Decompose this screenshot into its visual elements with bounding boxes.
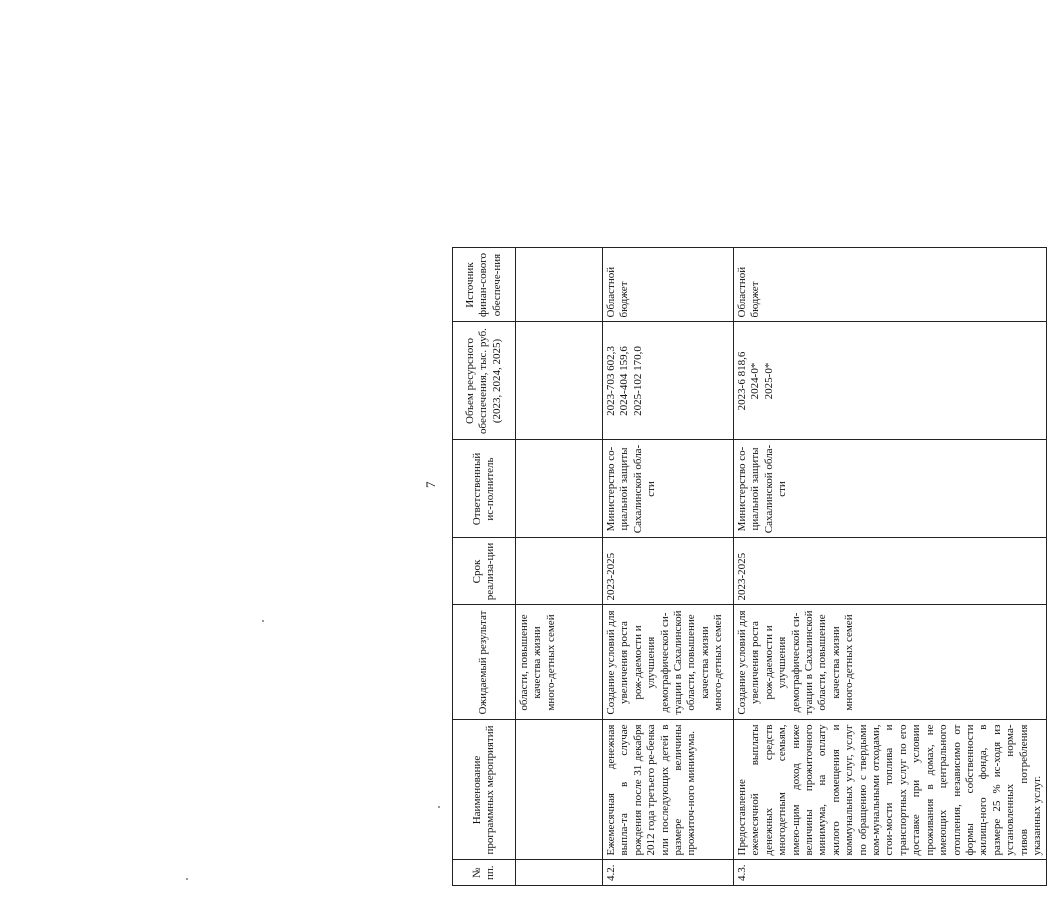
program-measures-table [452, 248, 1047, 887]
cell-num [516, 860, 603, 886]
page-number: 7 [423, 481, 438, 488]
rotated-page-content [0, 32, 1043, 912]
cell-result: области, повышение качества жизни много-детных семей [516, 605, 603, 720]
cell-executor: Министерство со-циальной защиты Сахалинской обла-сти [603, 440, 734, 538]
cell-executor: Министерство со-циальной защиты Сахалинской обла-сти [734, 440, 1047, 538]
table-row [603, 248, 734, 886]
header-name: Наименование программных мероприятий [453, 720, 516, 860]
cell-result: Создание условий для увеличения роста рож-даемости и улучшения демографической си-туации в Сахалинской области, повышение качества жизни много-детных семей [734, 605, 1047, 720]
cell-executor [516, 440, 603, 538]
cell-volume [734, 322, 1047, 440]
volume-line: 2023-6 818,6 [736, 351, 748, 411]
header-source: Источник финан-сового обеспече-ния [453, 248, 516, 322]
header-period: Срок реализа-ции [453, 538, 516, 605]
table-row [734, 248, 1047, 886]
cell-period: 2023-2025 [734, 538, 1047, 605]
cell-period: 2023-2025 [603, 538, 734, 605]
cell-source: Областной бюджет [734, 248, 1047, 322]
cell-source [516, 248, 603, 322]
cell-name: Ежемесячная денежная выпла-та в случае рождения после 31 декабря 2012 года третьего ре-бенка или последующих детей в размере величины прожиточ-ного минимума. [603, 720, 734, 860]
cell-source: Областной бюджет [603, 248, 734, 322]
volume-line: 2024-0* [749, 362, 762, 400]
table-row [516, 248, 603, 886]
cell-name: Предоставление ежемесячной выплаты денежных средств многодетным семьям, имею-щим доход ниже величины прожиточного минимума, на оплату жилого помещения и коммунальных услуг, услуг по обращению с твердыми ком-мунальными отходами, стои-мости топлива и транспортных услуг по его доставке при условии проживания в домах, не имеющих центрального отопления, независимо от формы собственности жилищ-ного фонда, в размере 25 % ис-ходя из установленных норма-тивов потребления указанных услуг. [734, 720, 1047, 860]
cell-num: 4.2. [603, 860, 734, 886]
cell-result: Создание условий для увеличения роста рож-даемости и улучшения демографической си-туации в Сахалинской области, повышение качества жизни много-детных семей [603, 605, 734, 720]
cell-period [516, 538, 603, 605]
volume-line: 2025-102 170,0 [631, 346, 644, 416]
cell-name [516, 720, 603, 860]
header-result: Ожидаемый результат [453, 605, 516, 720]
header-num: № пп. [453, 860, 516, 886]
cell-num: 4.3. [734, 860, 1047, 886]
volume-line: 2023-703 602,3 [605, 346, 617, 416]
header-executor: Ответственный ис-полнитель [453, 440, 516, 538]
cell-volume [603, 322, 734, 440]
cell-volume [516, 322, 603, 440]
volume-line: 2025-0* [762, 362, 775, 400]
header-volume: Объем ресурсного обеспечения, тыс. руб. (2023, 2024, 2025) [453, 322, 516, 440]
table-header-row [453, 248, 516, 886]
volume-line: 2024-404 159,6 [618, 346, 631, 416]
